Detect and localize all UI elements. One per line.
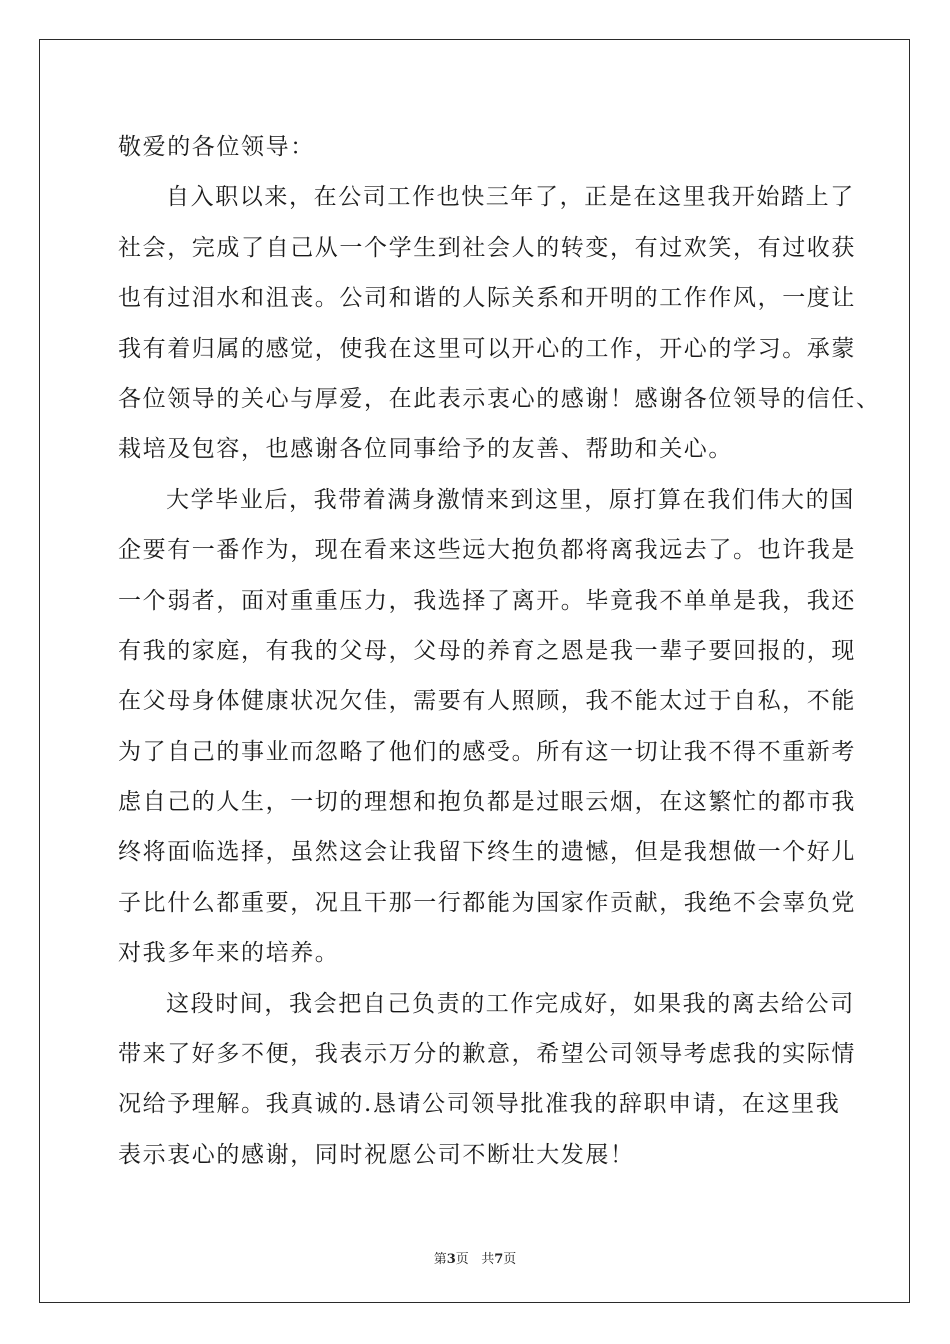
text-line: 有我的家庭，有我的父母，父母的养育之恩是我一辈子要回报的，现 bbox=[118, 637, 856, 664]
text-line: 各位领导的关心与厚爱，在此表示衷心的感谢！感谢各位领导的信任、 bbox=[118, 385, 881, 412]
text-line: 在父母身体健康状况欠佳，需要有人照顾，我不能太过于自私，不能 bbox=[118, 688, 856, 715]
total-pages: 7 bbox=[494, 1252, 504, 1267]
page-number: 3 bbox=[446, 1252, 456, 1267]
letter-paragraphs bbox=[118, 178, 881, 1186]
salutation: 敬爱的各位领导： bbox=[118, 134, 315, 160]
text-line: 子比什么都重要，况且干那一行都能为国家作贡献，我绝不会辜负党 bbox=[118, 889, 856, 916]
text-line: 表示衷心的感谢，同时祝愿公司不断壮大发展！ bbox=[118, 1141, 635, 1168]
text-line: 况给予理解。我真诚的.恳请公司领导批准我的辞职申请，在这里我 bbox=[118, 1091, 841, 1118]
text-line: 这段时间，我会把自己负责的工作完成好，如果我的离去给公司 bbox=[166, 990, 855, 1017]
text-line: 我有着归属的感觉，使我在这里可以开心的工作，开心的学习。承蒙 bbox=[118, 335, 856, 362]
page-prefix: 第 bbox=[433, 1252, 447, 1267]
text-line: 企要有一番作为，现在看来这些远大抱负都将离我远去了。也许我是 bbox=[118, 537, 856, 564]
text-line: 也有过泪水和沮丧。公司和谐的人际关系和开明的工作作风，一度让 bbox=[118, 285, 856, 312]
text-line: 带来了好多不便，我表示万分的歉意，希望公司领导考虑我的实际情 bbox=[118, 1041, 856, 1068]
page-footer bbox=[0, 1248, 950, 1267]
text-line: 自入职以来，在公司工作也快三年了，正是在这里我开始踏上了 bbox=[166, 184, 855, 211]
total-prefix: 共 bbox=[481, 1252, 495, 1267]
total-suffix: 页 bbox=[503, 1252, 517, 1267]
text-line: 社会，完成了自己从一个学生到社会人的转变，有过欢笑，有过收获 bbox=[118, 234, 856, 261]
text-line: 对我多年来的培养。 bbox=[118, 940, 340, 967]
letter-body bbox=[118, 128, 881, 1186]
text-line: 为了自己的事业而忽略了他们的感受。所有这一切让我不得不重新考 bbox=[118, 738, 856, 765]
text-line: 虑自己的人生，一切的理想和抱负都是过眼云烟，在这繁忙的都市我 bbox=[118, 789, 856, 816]
text-line: 栽培及包容，也感谢各位同事给予的友善、帮助和关心。 bbox=[118, 436, 733, 463]
text-line: 一个弱者，面对重重压力，我选择了离开。毕竟我不单单是我，我还 bbox=[118, 587, 856, 614]
page-suffix: 页 bbox=[455, 1252, 469, 1267]
text-line: 终将面临选择，虽然这会让我留下终生的遗憾，但是我想做一个好儿 bbox=[118, 839, 856, 866]
text-line: 大学毕业后，我带着满身激情来到这里，原打算在我们伟大的国 bbox=[166, 486, 855, 513]
